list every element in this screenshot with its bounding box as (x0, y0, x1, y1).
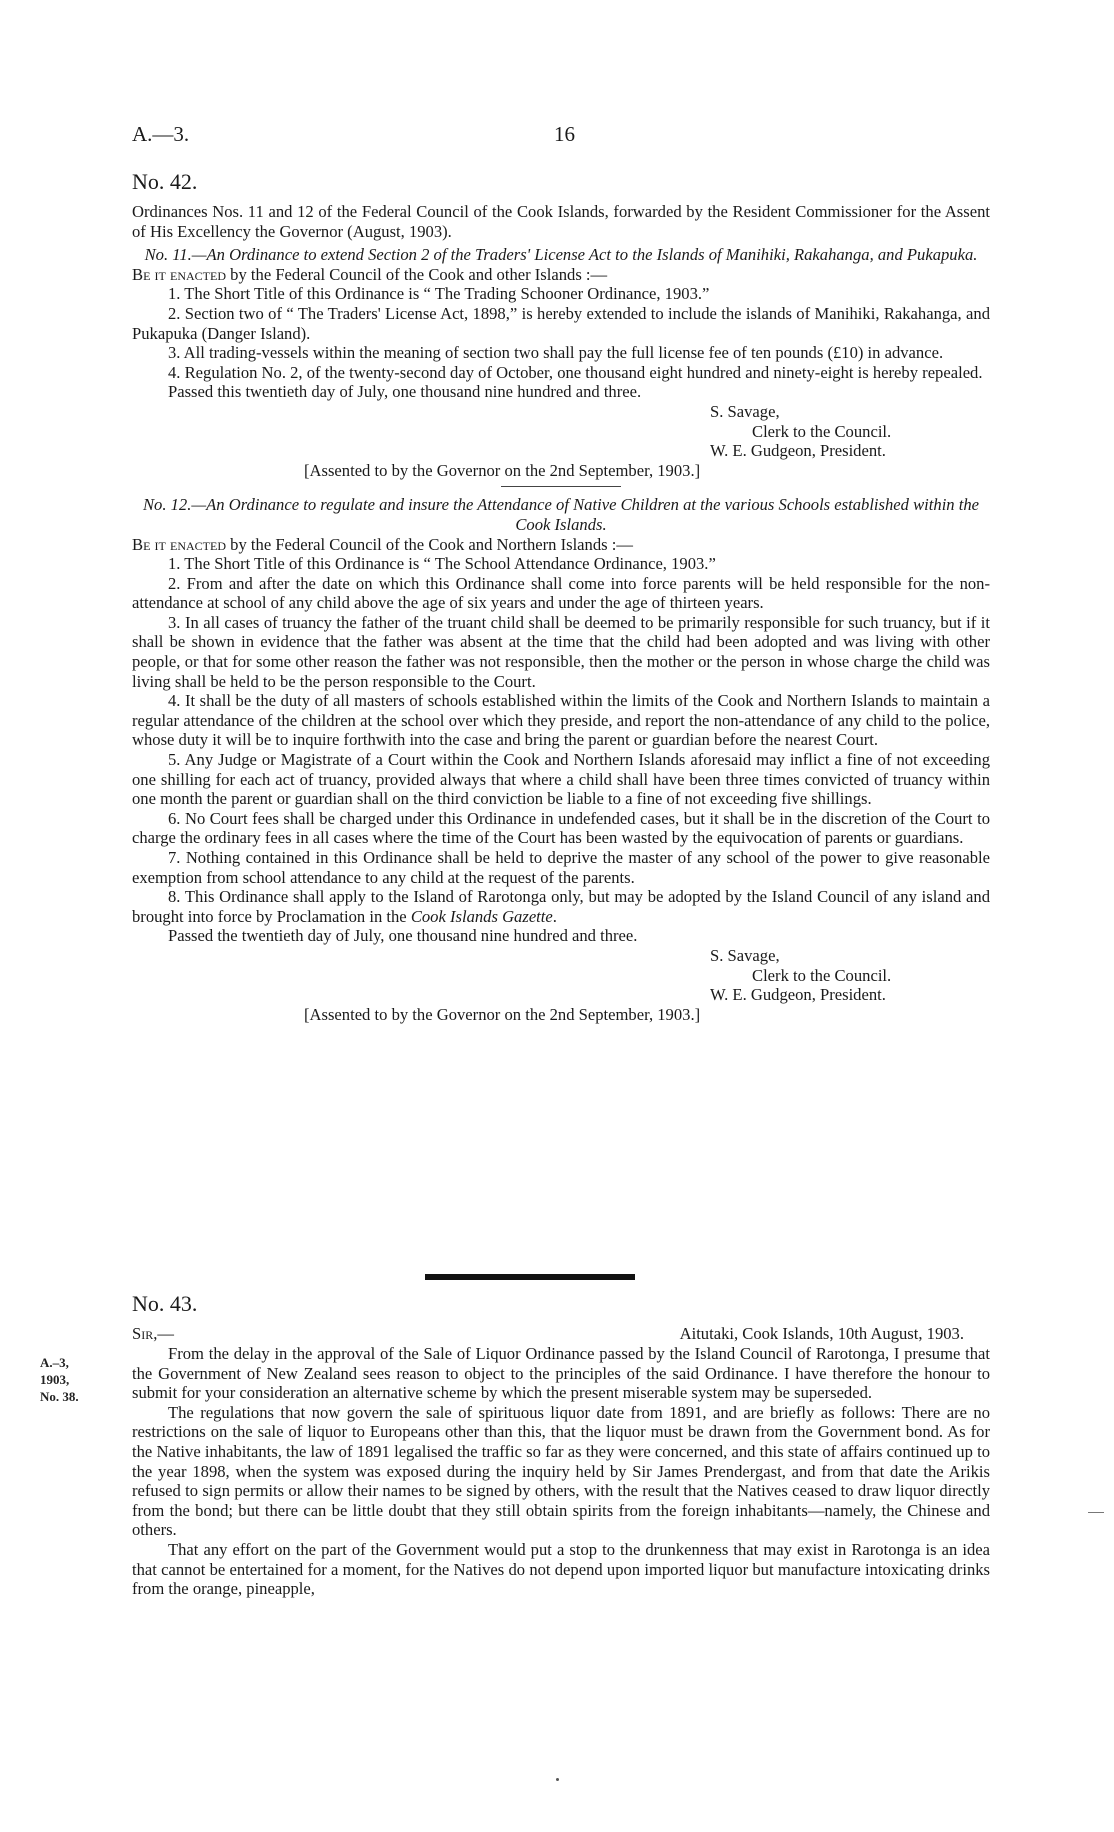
ord11-clause: 2. Section two of “ The Traders' License Act, 1898,” is hereby extended to include the islands of Manihiki, Rakahanga, and Pukapuka (Danger Island). (132, 303, 990, 343)
letter-paragraph: The regulations that now govern the sale of spirituous liquor date from 1891, and are briefly as follows: There are no restrictions on the sale of liquor to Europeans other than this, that the liquor must be drawn from the Government bond. As for the Native inhabitants, the law of 1891 legalised the traffic so far as they were concerned, and this state of affairs continued up to the year 1898, when the system was exposed during the inquiry held by Sir James Prendergast, and from that date the Arikis refused to sign permits or allow their names to be signed by others, with the result that the Natives ceased to draw liquor directly from the bond; but there can be little doubt that they still obtain spirits from the foreign inhabitants—namely, the Chinese and others. (132, 1402, 990, 1540)
letter-opening (132, 1324, 990, 1344)
section-caption: Ordinances Nos. 11 and 12 of the Federal Council of the Cook Islands, forwarded by the Resident Commissioner for the Assent of His Excellency the Governor (August, 1903). (132, 202, 990, 241)
signature-clerk-name: S. Savage, (710, 401, 780, 421)
ord11-clause: 4. Regulation No. 2, of the twenty-second day of October, one thousand eight hundred and ninety-eight is hereby repealed. (168, 362, 983, 382)
ord11-clause: 3. All trading-vessels within the meaning of section two shall pay the full license fee of ten pounds (£10) in advance. (168, 343, 944, 363)
ord11-passed: Passed this twentieth day of July, one thousand nine hundred and three. (168, 382, 642, 402)
section-divider (425, 1274, 635, 1280)
signature-president: W. E. Gudgeon, President. (710, 985, 886, 1005)
page-header (132, 122, 982, 150)
ord12-clause: 3. In all cases of truancy the father of the truant child shall be deemed to be primarily responsible for such truancy, but if it shall be shown in evidence that the father was absent at the time that the child had been adopted and was living with other people, or that for some other reason the father was not responsible, then the mother or the person in whose charge the child was living shall be held to be the person responsible to the Court. (132, 612, 990, 691)
assent-note: [Assented to by the Governor on the 2nd September, 1903.] (304, 460, 701, 480)
section-heading-43: No. 43. (132, 1291, 198, 1316)
section-no-42 (132, 168, 990, 1024)
section-no-43 (132, 1290, 990, 1599)
margin-reference (40, 1354, 79, 1405)
margin-dash (1088, 1512, 1104, 1513)
margin-line: A.–3, (40, 1355, 69, 1370)
assent-note: [Assented to by the Governor on the 2nd September, 1903.] (304, 1004, 701, 1024)
salutation: Sir,— (132, 1324, 174, 1343)
ord12-clause: 5. Any Judge or Magistrate of a Court within the Cook and Northern Islands aforesaid may inflict a fine of not exceeding one shilling for each act of truancy, provided always that where a child shall have been three times convicted of truancy within one month the parent or guardian shall on the third conviction be liable to a fine of not exceeding five shillings. (132, 750, 990, 809)
clause8-end: . (552, 906, 557, 926)
ord12-clause: 4. It shall be the duty of all masters of schools established within the limits of the Cook and Northern Islands to maintain a regular attendance of the children at the school over which they preside, and report the non-attendance of any child to the police, whose duty it will be to inquire forthwith into the case and bring the parent or guardian before the nearest Court. (132, 691, 990, 750)
signature-clerk-name: S. Savage, (710, 945, 780, 965)
ord12-passed: Passed the twentieth day of July, one thousand nine hundred and three. (168, 926, 638, 946)
page-number: 16 (554, 122, 575, 146)
signature-clerk-role: Clerk to the Council. (752, 421, 892, 441)
ord12-clause-8 (132, 887, 990, 926)
ord12-clause: 7. Nothing contained in this Ordinance shall be held to deprive the master of any school of the power to give reasonable exemption from school attendance to any child at the request of the parents. (132, 848, 990, 887)
ord12-clause: 6. No Court fees shall be charged under this Ordinance in undefended cases, but it shall be in the discretion of the Court to charge the ordinary fees in all cases where the time of the Court has been wasted by the equivocation of parents or guardians. (132, 808, 990, 848)
place-date: Aitutaki, Cook Islands, 10th August, 1903. (679, 1324, 964, 1343)
letter-paragraph: From the delay in the approval of the Sale of Liquor Ordinance passed by the Island Council of Rarotonga, I presume that the Government of New Zealand sees reason to object to the principles of the said Ordinance. I have therefore the honour to submit for your consideration an alternative scheme by which the present miserable system may be superseded. (132, 1344, 990, 1403)
enact-smallcaps: Be it enacted (132, 534, 227, 554)
enact-rest: by the Federal Council of the Cook and Northern Islands :— (226, 534, 633, 554)
ord12-clause: 1. The Short Title of this Ordinance is “ The School Attendance Ordinance, 1903.” (168, 554, 716, 574)
margin-line: No. 38. (40, 1389, 79, 1404)
clause8-text: 8. This Ordinance shall apply to the Island of Rarotonga only, but may be adopted by the Island Council of any island and brought into force by Proclamation in the (132, 887, 990, 926)
ordinance-11-title: No. 11.—An Ordinance to extend Section 2 of the Traders' License Act to the Islands of Manihiki, Rakahanga, and Pukapuka. (144, 245, 978, 265)
ord12-clause: 2. From and after the date on which this Ordinance shall come into force parents will be held responsible for the non-attendance at school of any child above the age of six years and under the age of thirteen years. (132, 573, 990, 613)
enact-rest: by the Federal Council of the Cook and other Islands :— (226, 264, 608, 284)
ordinance-11-enacting-clause (132, 265, 990, 285)
ord11-clause: 1. The Short Title of this Ordinance is “ The Trading Schooner Ordinance, 1903.” (168, 284, 710, 304)
signature-president: W. E. Gudgeon, President. (710, 441, 886, 461)
document-reference: A.—3. (132, 122, 190, 146)
ordinance-12-enacting-clause (132, 535, 990, 555)
letter-paragraph: That any effort on the part of the Government would put a stop to the drunkenness that may exist in Rarotonga is an idea that cannot be entertained for a moment, for the Natives do not depend upon imported liquor but manufacture intoxicating drinks from the orange, pineapple, (132, 1539, 990, 1599)
section-heading-42: No. 42. (132, 169, 198, 194)
separator-rule (501, 486, 621, 487)
margin-line: 1903, (40, 1372, 70, 1387)
enact-smallcaps: Be it enacted (132, 264, 227, 284)
gazette-name: Cook Islands Gazette (410, 906, 553, 926)
ordinance-12-title: No. 12.—An Ordinance to regulate and insure the Attendance of Native Children at the various Schools established within the Cook Islands. (142, 495, 980, 534)
signature-clerk-role: Clerk to the Council. (752, 965, 892, 985)
print-dot (556, 1778, 559, 1781)
